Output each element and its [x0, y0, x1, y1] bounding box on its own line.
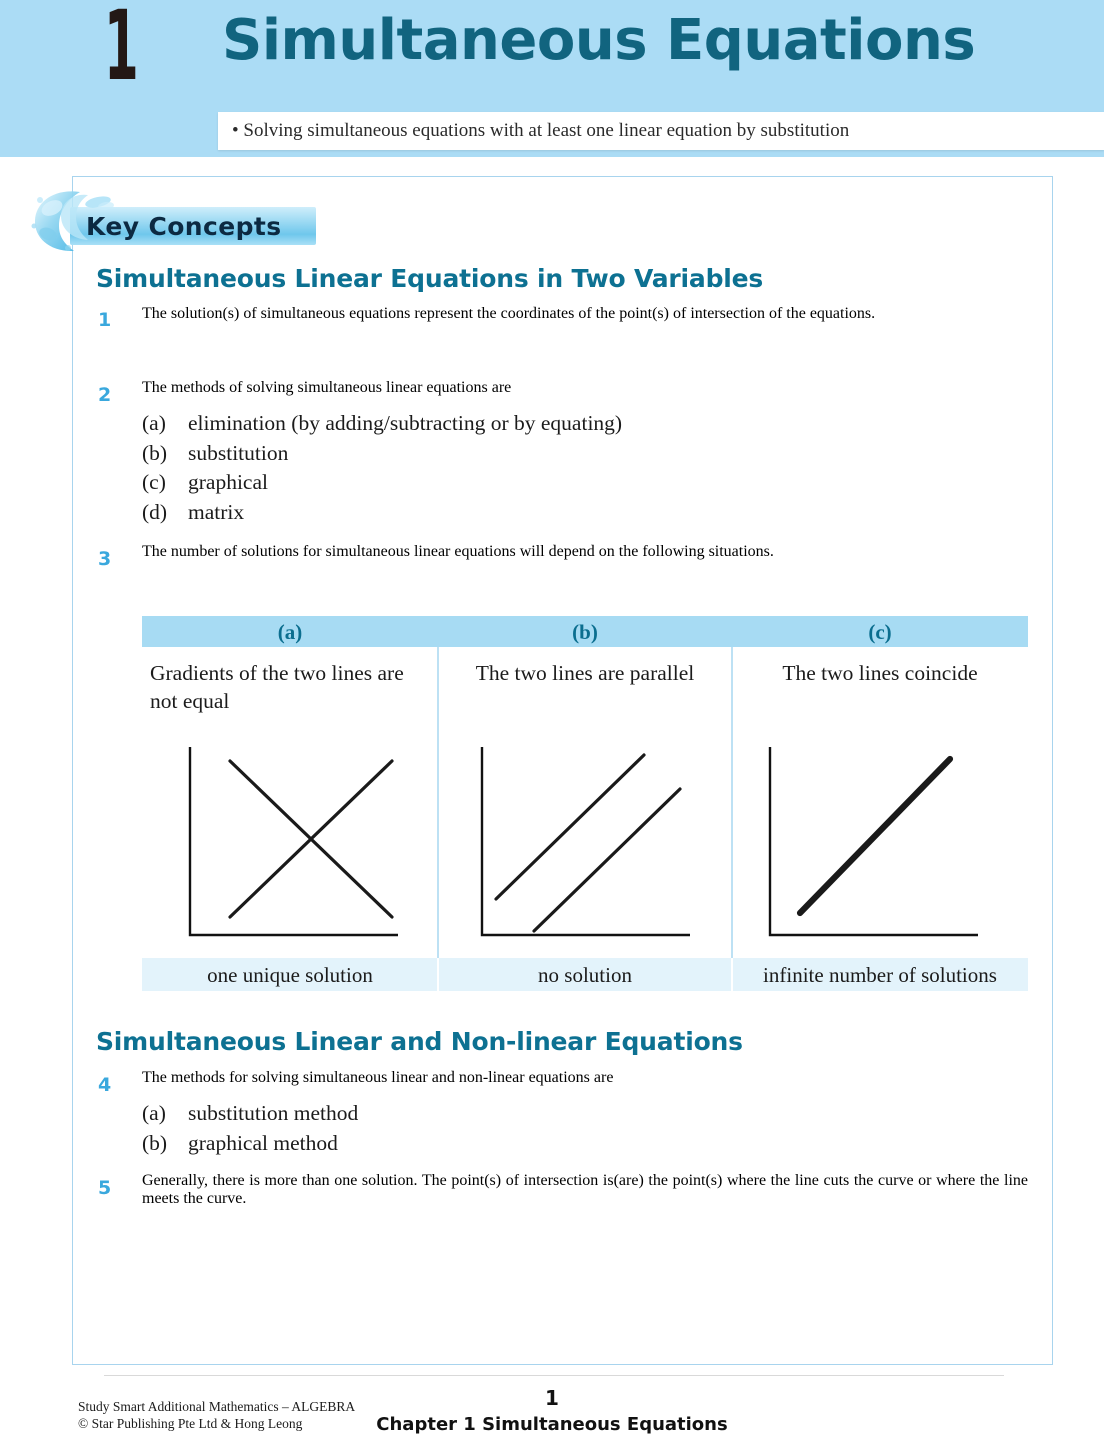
item-text-5: Generally, there is more than one solution. The point(s) of intersection is(are) the point(s) where the line cuts the curve or where the line meets the curve. [142, 1172, 1028, 1207]
table-body-row [142, 647, 1028, 958]
item-text-2: The methods of solving simultaneous linear equations are [142, 379, 512, 396]
objective-label: Solving simultaneous equations with at least one linear equation by substitution [243, 120, 850, 141]
item-number-3: 3 [98, 548, 112, 570]
table-footer-cell-b: no solution [538, 963, 632, 987]
footer-chapter-label: Chapter 1 Simultaneous Equations [376, 1414, 728, 1435]
table-footer-cell-a: one unique solution [207, 963, 373, 987]
item-text-4: The methods for solving simultaneous linear and non-linear equations are [142, 1069, 614, 1086]
key-concepts-banner [28, 186, 328, 256]
objective-text [232, 120, 849, 142]
footer-copyright: © Star Publishing Pte Ltd & Hong Leong [78, 1416, 303, 1431]
sub-item-text: elimination (by adding/subtracting or by equating) [188, 411, 623, 435]
table-cell-c [732, 647, 1028, 958]
page-header-band [0, 0, 1104, 157]
table-header-cell-a: (a) [277, 620, 303, 644]
graph-two-intersecting-lines [184, 741, 404, 946]
sub-item-tag: (a) [142, 411, 166, 435]
chapter-number: 1 [104, 0, 137, 102]
page-title: Simultaneous Equations [222, 8, 976, 73]
table-cell-c-caption: The two lines coincide [782, 661, 978, 685]
table-divider-1 [437, 647, 439, 958]
key-concepts-label: Key Concepts [86, 212, 282, 241]
table-cell-a-caption: Gradients of the two lines are not equal [150, 661, 404, 713]
table-cell-b-caption: The two lines are parallel [475, 661, 695, 685]
item-number-2: 2 [98, 384, 112, 406]
sub-item-tag: (c) [142, 470, 166, 494]
table-cell-b [438, 647, 732, 958]
table-header-cell-b: (b) [572, 620, 598, 644]
item-number-5: 5 [98, 1177, 112, 1199]
sub-item-text: graphical method [188, 1130, 338, 1155]
sub-item-tag: (b) [142, 440, 168, 465]
sub-item-text: substitution method [188, 1101, 359, 1125]
sub-item-text: substitution [188, 440, 289, 465]
sub-item-text: graphical [188, 470, 268, 494]
table-footer-divider-1 [437, 958, 439, 991]
footer-book-title: Study Smart Additional Mathematics – ALGEBRA [78, 1399, 356, 1414]
table-header-row [142, 616, 1028, 647]
graph-two-coincident-lines [764, 741, 984, 946]
sub-item-tag: (b) [142, 1130, 168, 1155]
sub-item-text: matrix [188, 499, 245, 524]
table-footer-cell-c: infinite number of solutions [763, 963, 997, 987]
item-number-1: 1 [98, 309, 112, 331]
page-number: 1 [545, 1386, 559, 1410]
table-footer-row [142, 958, 1028, 991]
sub-item-tag: (a) [142, 1101, 166, 1125]
table-header-cell-c: (c) [868, 620, 892, 644]
section-heading-nonlinear: Simultaneous Linear and Non-linear Equations [96, 1027, 743, 1056]
table-cell-a [142, 647, 438, 958]
objective-bullet: • [232, 120, 239, 141]
solutions-table [142, 616, 1028, 991]
item-number-4: 4 [98, 1074, 112, 1096]
footer-divider [104, 1375, 1004, 1376]
objective-bar [218, 112, 1104, 150]
graph-two-parallel-lines [476, 741, 696, 946]
section-heading-linear: Simultaneous Linear Equations in Two Variables [96, 264, 764, 293]
table-footer-divider-2 [731, 958, 733, 991]
sub-item-tag: (d) [142, 499, 168, 524]
item-text-3: The number of solutions for simultaneous linear equations will depend on the following situations. [142, 543, 774, 560]
table-divider-2 [731, 647, 733, 958]
item-text-1: The solution(s) of simultaneous equations represent the coordinates of the point(s) of intersection of the equations. [142, 305, 876, 322]
